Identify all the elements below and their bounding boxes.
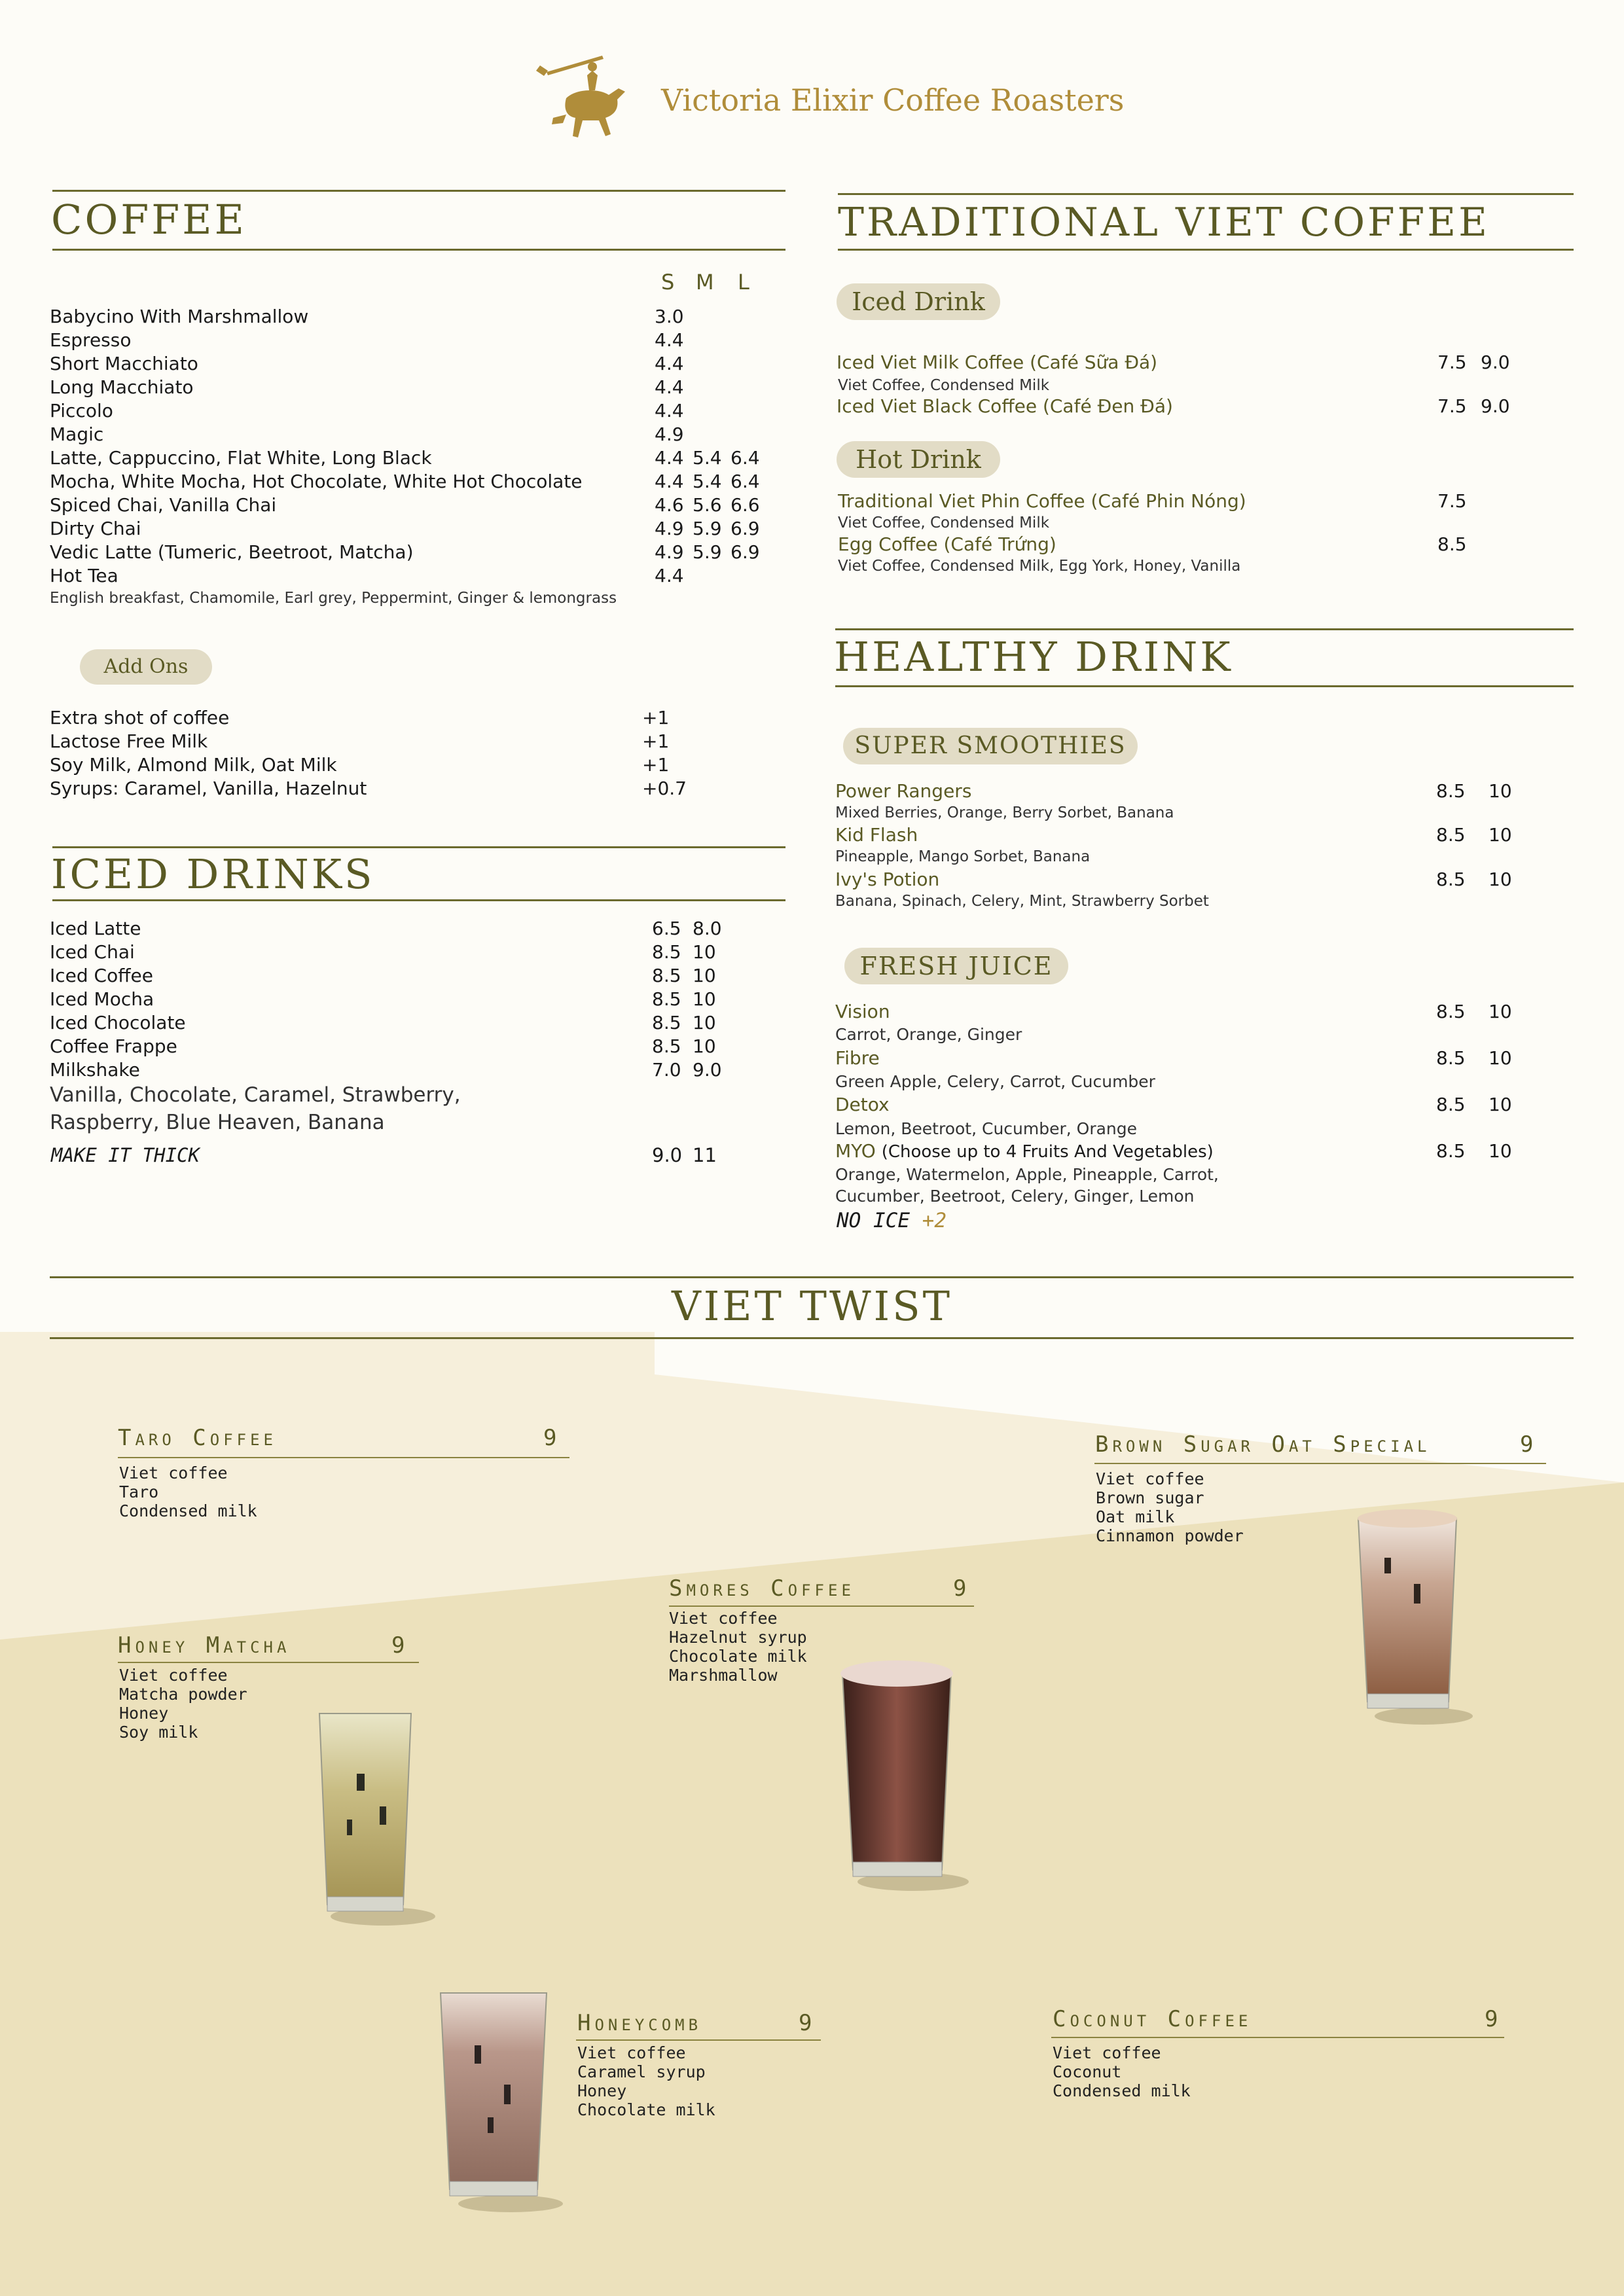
viet-item: Iced Viet Black Coffee (Café Đen Đá) 7.5 9.0 xyxy=(837,395,1510,417)
smoothie-item: Ivy's Potion 8.5 10 xyxy=(835,869,1512,890)
viet-item-desc: Viet Coffee, Condensed Milk xyxy=(838,514,1050,531)
addon-item: Soy Milk, Almond Milk, Oat Milk +1 xyxy=(50,754,670,776)
menu-item: Iced Chocolate 8.5 10 xyxy=(50,1012,716,1033)
healthy-title: HEALTHY DRINK xyxy=(834,633,1233,681)
viet-item-desc: Viet Coffee, Condensed Milk, Egg York, Honey, Vanilla xyxy=(838,558,1241,575)
twist-ingredients: Viet coffee Caramel syrup Honey Chocolate milk xyxy=(577,2043,715,2119)
twist-ingredients: Viet coffee Brown sugar Oat milk Cinnamon powder xyxy=(1096,1469,1244,1545)
addon-item: Syrups: Caramel, Vanilla, Hazelnut +0.7 xyxy=(50,778,687,799)
twist-price: 9 xyxy=(391,1632,405,1659)
juice-item: Detox 8.5 10 xyxy=(835,1094,1512,1115)
hot-drink-pill: Hot Drink xyxy=(837,441,1000,478)
twist-rule-top xyxy=(50,1276,1574,1278)
viet-item: Egg Coffee (Café Trứng) 8.5 xyxy=(838,533,1467,555)
coffee-rule-top xyxy=(52,190,785,192)
twist-ingredients: Viet coffee Coconut Condensed milk xyxy=(1053,2043,1191,2100)
menu-item: Iced Chai 8.5 10 xyxy=(50,941,716,963)
viet-item-desc: Viet Coffee, Condensed Milk xyxy=(838,377,1050,394)
menu-item: Milkshake 7.0 9.0 xyxy=(50,1059,722,1081)
menu-item: Coffee Frappe 8.5 10 xyxy=(50,1035,716,1057)
viet-rule-bottom xyxy=(838,249,1574,251)
no-ice: NO ICE +2 xyxy=(837,1209,947,1232)
smoothie-item: Kid Flash 8.5 10 xyxy=(835,824,1512,846)
twist-price: 9 xyxy=(1520,1431,1534,1458)
iced-rule-top xyxy=(52,846,785,848)
myo-options: Cucumber, Beetroot, Celery, Ginger, Lemon xyxy=(835,1187,1195,1206)
menu-item: Spiced Chai, Vanilla Chai 4.6 5.6 6.6 xyxy=(50,494,760,516)
twist-price: 9 xyxy=(953,1575,967,1602)
brown-sugar-oat-glass-image xyxy=(1352,1505,1476,1728)
menu-item: Espresso 4.4 xyxy=(50,329,684,351)
menu-item: Hot Tea 4.4 xyxy=(50,565,684,586)
juice-item: Fibre 8.5 10 xyxy=(835,1047,1512,1069)
twist-name: Honeycomb xyxy=(577,2010,702,2036)
milkshake-flavours: Vanilla, Chocolate, Caramel, Strawberry, xyxy=(50,1083,461,1107)
twist-underline xyxy=(1051,2037,1504,2038)
brand-name: Victoria Elixir Coffee Roasters xyxy=(661,82,1125,118)
tea-note: English breakfast, Chamomile, Earl grey, Peppermint, Ginger & lemongrass xyxy=(50,590,617,607)
healthy-rule-top xyxy=(835,628,1574,630)
logo xyxy=(527,52,638,151)
smoothies-pill: SUPER SMOOTHIES xyxy=(843,728,1138,764)
milkshake-flavours: Raspberry, Blue Heaven, Banana xyxy=(50,1111,385,1134)
size-s: S xyxy=(661,270,675,295)
twist-underline xyxy=(576,2039,821,2041)
smoothie-desc: Banana, Spinach, Celery, Mint, Strawberry Sorbet xyxy=(835,893,1209,910)
horse-rider-logo-icon xyxy=(527,52,638,151)
menu-item: Iced Coffee 8.5 10 xyxy=(50,965,716,986)
twist-title: VIET TWIST xyxy=(672,1282,952,1330)
addon-item: Lactose Free Milk +1 xyxy=(50,730,670,752)
juice-desc: Lemon, Beetroot, Cucumber, Orange xyxy=(835,1119,1138,1138)
smores-coffee-glass-image xyxy=(835,1659,972,1895)
menu-item: Dirty Chai 4.9 5.9 6.9 xyxy=(50,518,760,539)
twist-name: Taro Coffee xyxy=(118,1425,278,1451)
menu-item: Mocha, White Mocha, Hot Chocolate, White Hot Chocolate 4.4 5.4 6.4 xyxy=(50,471,760,492)
juice-item: Vision 8.5 10 xyxy=(835,1001,1512,1022)
twist-name: Honey Matcha xyxy=(118,1632,291,1659)
menu-item: Latte, Cappuccino, Flat White, Long Black 4.4 5.4 6.4 xyxy=(50,447,760,469)
twist-underline xyxy=(1094,1463,1546,1464)
size-m: M xyxy=(696,270,714,295)
menu-item: Vedic Latte (Tumeric, Beetroot, Matcha) 4.9 5.9 6.9 xyxy=(50,541,760,563)
juice-desc: Carrot, Orange, Ginger xyxy=(835,1025,1022,1044)
smoothie-item: Power Rangers 8.5 10 xyxy=(835,780,1512,802)
viet-rule-top xyxy=(838,193,1574,195)
healthy-rule-bottom xyxy=(835,685,1574,687)
iced-drink-pill: Iced Drink xyxy=(837,283,1000,320)
twist-name: Coconut Coffee xyxy=(1053,2006,1252,2032)
twist-underline xyxy=(118,1662,419,1663)
honeycomb-glass-image xyxy=(435,1986,566,2215)
addons-pill: Add Ons xyxy=(80,649,212,685)
juice-desc: Green Apple, Celery, Carrot, Cucumber xyxy=(835,1072,1155,1091)
viet-title: TRADITIONAL VIET COFFEE xyxy=(838,200,1490,245)
smoothie-desc: Pineapple, Mango Sorbet, Banana xyxy=(835,848,1091,865)
twist-ingredients: Viet coffee Matcha powder Honey Soy milk xyxy=(119,1666,247,1742)
viet-item: Traditional Viet Phin Coffee (Café Phin Nóng) 7.5 xyxy=(838,490,1467,512)
addon-item: Extra shot of coffee +1 xyxy=(50,707,670,728)
menu-item: Short Macchiato 4.4 xyxy=(50,353,684,374)
iced-title: ICED DRINKS xyxy=(51,850,375,898)
coffee-title: COFFEE xyxy=(51,196,247,243)
twist-ingredients: Viet coffee Taro Condensed milk xyxy=(119,1463,257,1520)
twist-name: Brown Sugar Oat Special xyxy=(1095,1431,1431,1458)
twist-price: 9 xyxy=(543,1425,557,1451)
menu-item: Long Macchiato 4.4 xyxy=(50,376,684,398)
myo-item: MYO (Choose up to 4 Fruits And Vegetables) 8.5 10 xyxy=(835,1140,1512,1162)
menu-item: Babycino With Marshmallow 3.0 xyxy=(50,306,684,327)
twist-price: 9 xyxy=(799,2010,812,2036)
iced-rule-bottom xyxy=(52,899,785,901)
smoothie-desc: Mixed Berries, Orange, Berry Sorbet, Banana xyxy=(835,804,1174,821)
juice-pill: FRESH JUICE xyxy=(844,948,1068,984)
twist-underline xyxy=(118,1457,569,1458)
twist-underline xyxy=(669,1605,974,1607)
menu-item: Iced Mocha 8.5 10 xyxy=(50,988,716,1010)
twist-rule-bottom xyxy=(50,1337,1574,1339)
coffee-rule-bottom xyxy=(52,249,785,251)
honey-matcha-glass-image xyxy=(308,1708,439,1931)
menu-item: Iced Latte 6.5 8.0 xyxy=(50,918,722,939)
twist-ingredients: Viet coffee Hazelnut syrup Chocolate milk Marshmallow xyxy=(669,1609,807,1685)
twist-price: 9 xyxy=(1485,2006,1498,2032)
twist-name: Smores Coffee xyxy=(669,1575,855,1602)
myo-options: Orange, Watermelon, Apple, Pineapple, Carrot, xyxy=(835,1165,1219,1184)
menu-item: Magic 4.9 xyxy=(50,423,684,445)
menu-item: Piccolo 4.4 xyxy=(50,400,684,422)
make-it-thick: MAKE IT THICK 9.0 11 xyxy=(51,1144,717,1166)
size-l: L xyxy=(738,270,749,295)
viet-item: Iced Viet Milk Coffee (Café Sữa Đá) 7.5 9.0 xyxy=(837,351,1510,373)
